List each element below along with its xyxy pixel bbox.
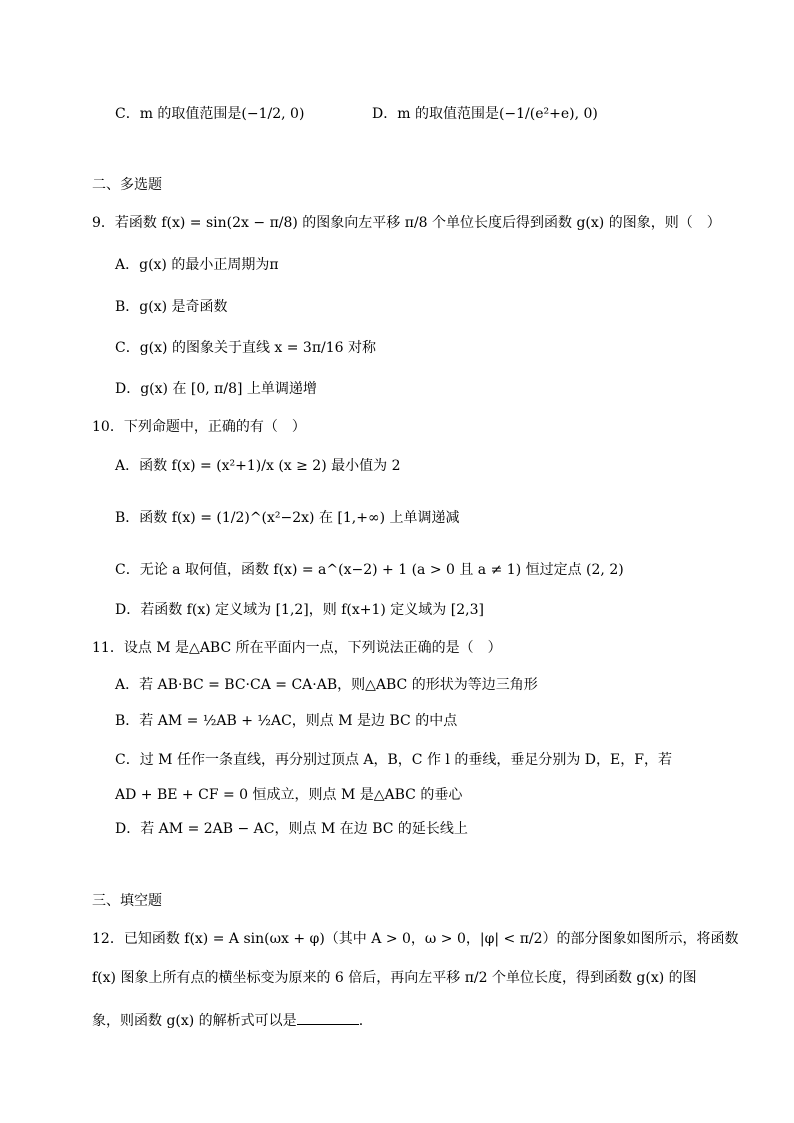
- option-9d: D．g(x) 在 [0, π/8] 上单调递增: [115, 381, 317, 397]
- question-12-line3: [92, 1010, 363, 1031]
- option-8c: C．m 的取值范围是(−1/2, 0): [115, 106, 305, 122]
- option-9b: B．g(x) 是奇函数: [115, 299, 228, 315]
- question-11-stem: 11．设点 M 是△ABC 所在平面内一点，下列说法正确的是（ ）: [92, 640, 502, 656]
- option-9c: C．g(x) 的图象关于直线 x = 3π/16 对称: [115, 340, 377, 356]
- section-heading-multi: 二、多选题: [92, 177, 162, 193]
- question-12-line2: f(x) 图象上所有点的横坐标变为原来的 6 倍后，再向左平移 π/2 个单位长度，得到函数 g(x) 的图: [92, 970, 697, 986]
- option-11d: D．若 AM = 2AB − AC，则点 M 在边 BC 的延长线上: [115, 821, 468, 837]
- option-10d: D．若函数 f(x) 定义域为 [1,2]，则 f(x+1) 定义域为 [2,3]: [115, 602, 484, 618]
- option-11b: B．若 AM = ½AB + ½AC，则点 M 是边 BC 的中点: [115, 713, 458, 729]
- option-11c-line1: C．过 M 任作一条直线，再分别过顶点 A，B，C 作 l 的垂线，垂足分别为 D，E，F，若: [115, 752, 672, 768]
- option-9a: A．g(x) 的最小正周期为π: [115, 257, 279, 273]
- question-12-line1: 12．已知函数 f(x) = A sin(ωx + φ)（其中 A > 0，ω > 0，|φ| < π/2）的部分图象如图所示，将函数: [92, 931, 739, 947]
- option-11a: A．若 AB·BC = BC·CA = CA·AB，则△ABC 的形状为等边三角形: [115, 677, 538, 693]
- option-10b: B．函数 f(x) = (1/2)^(x²−2x) 在 [1,+∞) 上单调递减: [115, 510, 460, 526]
- question-12-period: .: [358, 1013, 364, 1029]
- option-10c: C．无论 a 取何值，函数 f(x) = a^(x−2) + 1 (a > 0 且 a ≠ 1) 恒过定点 (2, 2): [115, 562, 624, 578]
- section-heading-fill: 三、填空题: [92, 893, 162, 909]
- question-12-line3-text: 象，则函数 g(x) 的解析式可以是: [92, 1013, 297, 1029]
- answer-blank[interactable]: [297, 1010, 359, 1025]
- option-11c-line2: AD + BE + CF = 0 恒成立，则点 M 是△ABC 的垂心: [115, 787, 463, 803]
- option-10a: A．函数 f(x) = (x²+1)/x (x ≥ 2) 最小值为 2: [115, 458, 401, 474]
- question-10-stem: 10．下列命题中，正确的有（ ）: [92, 419, 306, 435]
- option-8d: D．m 的取值范围是(−1/(e²+e), 0): [372, 106, 598, 122]
- question-9-stem: 9．若函数 f(x) = sin(2x − π/8) 的图象向左平移 π/8 个单位长度后得到函数 g(x) 的图象，则（ ）: [92, 215, 721, 231]
